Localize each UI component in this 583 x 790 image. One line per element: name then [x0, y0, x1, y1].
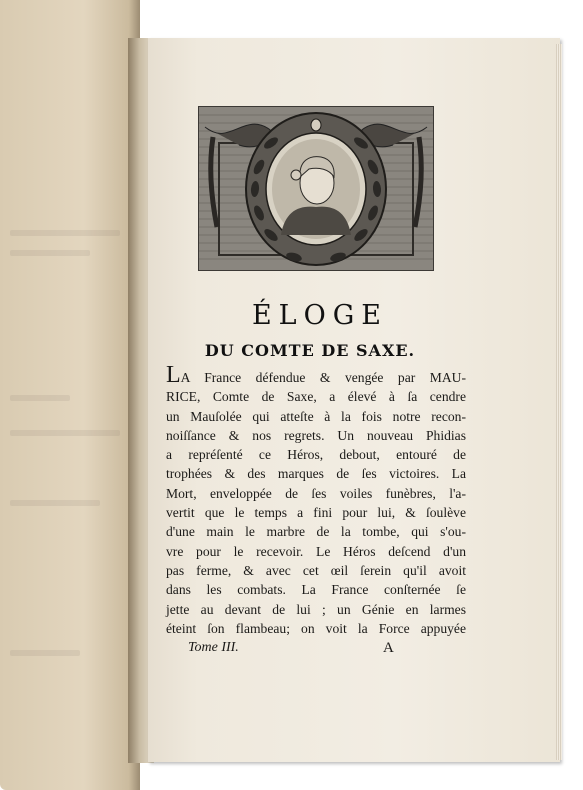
volume-label: Tome III. [188, 640, 239, 655]
text-line: noiſſance & nos regrets. Un nouveau Phidias [166, 427, 466, 443]
text-line: a repréſenté ce Héros, debout, entouré de [166, 447, 466, 463]
page-subtitle: DU COMTE DE SAXE. [204, 341, 416, 360]
bleed-through-line [10, 500, 100, 506]
text-line: Mort, enveloppée de ſes voiles funèbres, l'a- [166, 485, 466, 501]
text-line: vre pour le recevoir. Le Héros deſcend d'un [166, 543, 466, 559]
left-page [0, 0, 140, 790]
bleed-through-line [10, 230, 120, 236]
text-line: pas ferme, & avec cet œil ſerein qu'il avoit [166, 562, 466, 578]
text-line: dans les combats. La France conſternée ſe [166, 582, 466, 598]
bleed-through-line [10, 395, 70, 401]
signature-mark: A [383, 640, 394, 656]
text-line [166, 362, 466, 388]
portrait-engraving [198, 106, 434, 271]
text-line: éteint ſon flambeau; on voit la Force appuyée [166, 620, 466, 636]
text-line: RICE, Comte de Saxe, a élevé à ſa cendre [166, 389, 466, 405]
first-line-text: A France défendue & vengée par MAU- [180, 370, 466, 385]
text-line: jette au devant de lui ; un Génie en larmes [166, 601, 466, 617]
drop-cap: L [166, 362, 181, 388]
text-line: trophées & des marques de ſes victoires. La [166, 466, 466, 482]
body-text [166, 362, 466, 638]
bleed-through-line [10, 250, 90, 256]
text-line: un Mauſolée qui atteſte à la fois notre recon- [166, 408, 466, 424]
page-title: ÉLOGE [251, 300, 389, 331]
text-line: vertit que le temps a fini pour lui, & ſoulève [166, 505, 466, 521]
page-edge [556, 44, 562, 760]
bleed-through-line [10, 430, 120, 436]
bleed-through-line [10, 650, 80, 656]
text-line: d'une main le marbre de la tombe, qui s'ou- [166, 524, 466, 540]
